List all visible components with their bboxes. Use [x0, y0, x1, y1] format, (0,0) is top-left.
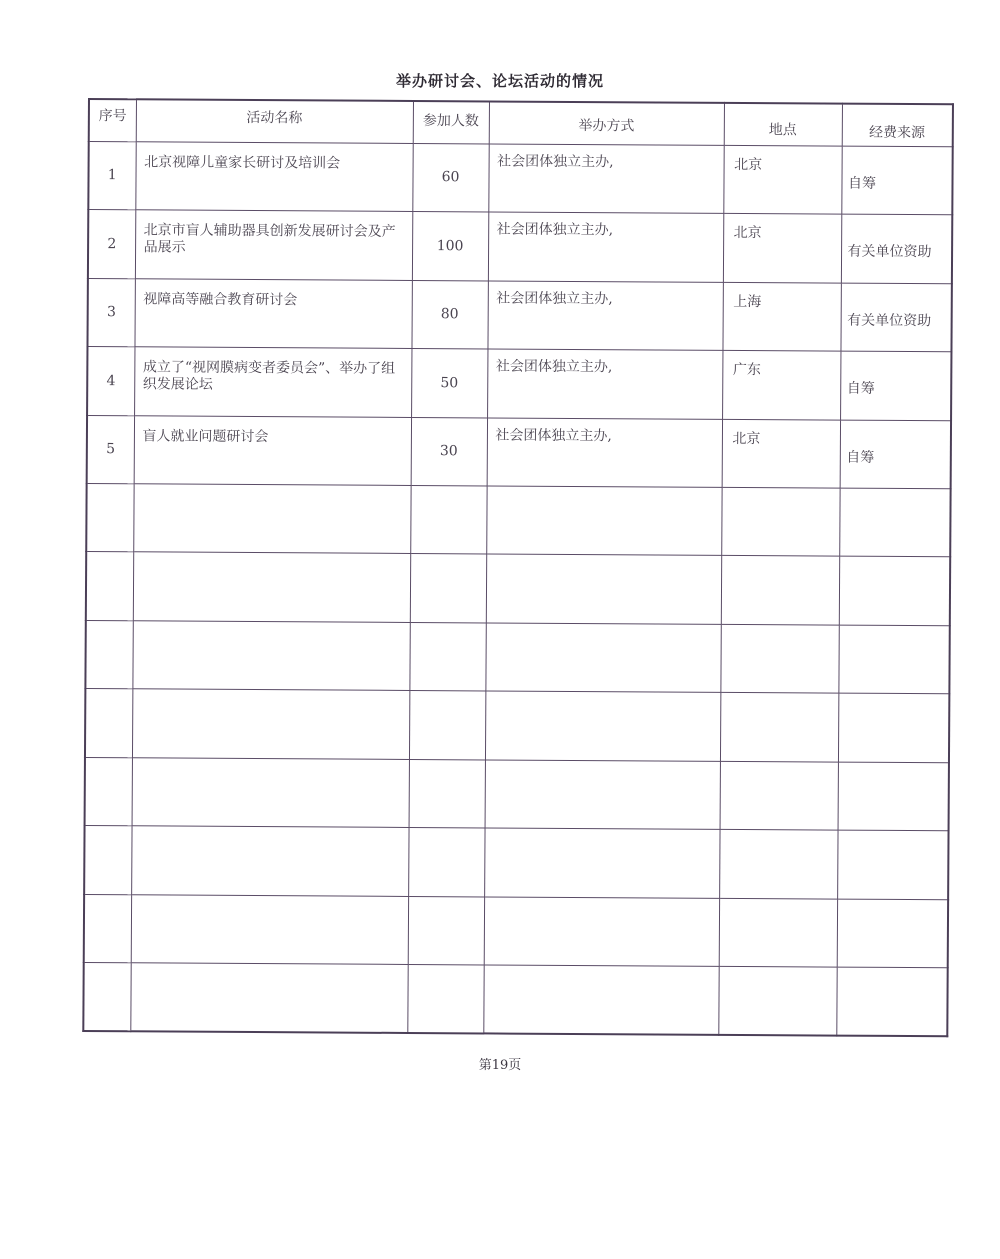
empty-table-row	[85, 757, 949, 831]
row-no: 5	[87, 415, 134, 484]
row-count: 100	[412, 212, 488, 281]
row-no: 1	[88, 141, 135, 210]
table-row	[87, 278, 951, 352]
empty-table-row	[86, 483, 950, 557]
empty-table-row	[86, 552, 950, 626]
empty-table-row	[84, 826, 948, 900]
table-row	[88, 210, 952, 284]
row-location: 广东	[722, 350, 840, 419]
empty-table-row	[85, 620, 949, 694]
row-name: 成立了“视网膜病变者委员会”、举办了组织发展论坛	[134, 347, 411, 417]
row-funding: 自筹	[840, 420, 951, 489]
activities-table-wrapper	[82, 98, 952, 1037]
row-method: 社会团体独立主办,	[487, 417, 722, 487]
row-method: 社会团体独立主办,	[488, 144, 723, 214]
row-location: 北京	[723, 145, 841, 214]
row-no: 3	[87, 278, 134, 347]
page-number: 第19页	[478, 1058, 522, 1073]
row-count: 80	[411, 280, 487, 349]
header-funding: 经费来源	[842, 104, 953, 147]
page-title: 举办研讨会、论坛活动的情况	[395, 72, 604, 90]
row-name: 盲人就业问题研讨会	[134, 415, 411, 485]
row-location: 上海	[722, 282, 840, 351]
row-funding: 自筹	[840, 351, 951, 420]
row-location: 北京	[723, 214, 841, 283]
row-funding: 有关单位资助	[841, 214, 952, 283]
row-method: 社会团体独立主办,	[488, 212, 723, 282]
row-method: 社会团体独立主办,	[487, 281, 722, 351]
row-funding: 自筹	[841, 146, 952, 215]
row-count: 60	[412, 143, 488, 212]
empty-table-row	[84, 894, 948, 968]
row-funding: 有关单位资助	[840, 283, 951, 352]
row-count: 30	[411, 417, 487, 486]
header-count: 参加人数	[413, 101, 489, 144]
row-name: 北京市盲人辅助器具创新发展研讨会及产品展示	[135, 210, 412, 280]
table-row	[87, 415, 951, 489]
table-row	[88, 141, 952, 215]
row-name: 北京视障儿童家长研讨及培训会	[135, 142, 412, 212]
empty-table-row	[83, 963, 947, 1037]
header-method: 举办方式	[489, 101, 724, 145]
row-count: 50	[411, 349, 487, 418]
row-name: 视障高等融合教育研讨会	[134, 278, 411, 348]
header-name: 活动名称	[136, 99, 413, 143]
row-no: 2	[88, 210, 135, 279]
row-method: 社会团体独立主办,	[487, 349, 722, 419]
header-location: 地点	[724, 103, 842, 146]
activities-table	[82, 98, 954, 1037]
row-no: 4	[87, 347, 134, 416]
table-row	[87, 347, 951, 421]
table-header-row	[89, 99, 953, 147]
empty-table-row	[85, 689, 949, 763]
row-location: 北京	[722, 419, 840, 488]
header-no: 序号	[89, 99, 136, 142]
